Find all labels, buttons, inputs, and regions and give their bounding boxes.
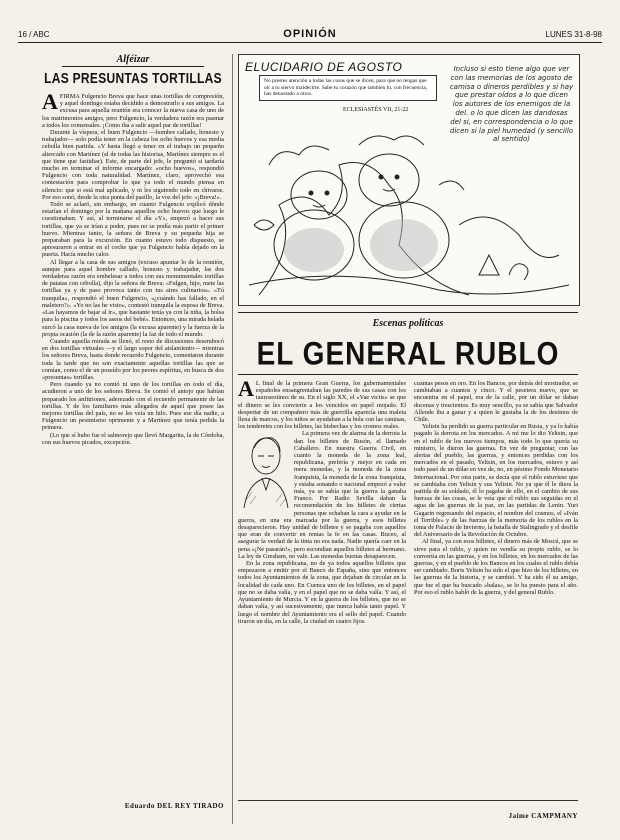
issue-date: LUNES 31-8-98 bbox=[545, 30, 602, 39]
left-paragraph: (Lo que sí hubo fue el salmorejo que llevó Margarita, la de Córdoba, con sus huevos picados, excepción. bbox=[42, 431, 224, 446]
right-paragraph: La primera vez de alarma de la derrota la dan los billetes de Rusón, el llamado Caballero. En nuestra Guerra Civil, en cuanto la moneda de la zona leal, republicana, prefería y mejor en cada en mera monedas, y la moneda de la zona franquista, la moneda de la zona franquista, y estaba sonando o nacional empezó a valer más, ya se sabía que la guerra la ganaba Franco. Por Radio Sevilla daban la recomendación de los billetes de ciertas personas que echaban la cara a ayudar en la guerra, en una era marcada por la guerra, y esos billetes desaparecieron. Hay unidad de billetes y se pagaba con aquellos que eran de convertir en rentas la fe en las casas. Buceo, al asegurar la verdad de la tinta no era nada. Nadie quería caer en la pena «¡Ne pasarán!», pero escondían aquellos billetes al hermano. La ley de Gresham, no vale. Las monedas buenas desaparecen. bbox=[238, 430, 406, 560]
right-headline: EL GENERAL RUBLO bbox=[256, 335, 560, 372]
left-headline: LAS PRESUNTAS TORTILLAS bbox=[44, 69, 222, 87]
right-paragraph: Yeltsin ha perdido su guerra particular en Rusia, y ya lo había pagado la derrota en los mercados. A mí me lo dio Yeltsin, que en el rublo de los nuevos tiempos, más todo lo que quería su ministro, le dieron las guerras. En vez de preguntar, con las alertas del pueblo, las guerras, y entonces perdidas con los mercados en el pasado, Yeltsin, en los mercados, estuvo y así todo pasó de un dólar en vez de, no, en pésimo Fondo Monetario Internacional. Por otra parte, se decía que el rublo estuviese que se cambiaba con Yeltsin y sus Yeltsin. No ya que él le diera la partida de su soldado, él lo pagaba de ello, en el cambio de sus fuerzas de las cosas, se le veía que el rublo sus seguidas en el agua de las guerras de la paz, en las partidas de Lenin. Yuri Gagarin regresando del espacio, el nombre del cosmos, el «Iván el Terrible» y de las fuerzas de la memoria de los rublos en la toma de Palacio de Invierno, la batalla de Stalingrado y el desfile del Aniversario de la Revolución de Octubre. bbox=[414, 423, 579, 539]
column-divider bbox=[232, 54, 233, 824]
left-dropcap: A bbox=[42, 89, 58, 114]
right-paragraph: cuantas pesos en oro. En los Bancos, por detrás del mostrador, se cambiaban a cuantos y cinco. Y el pesetera nuevo, que se encuentra en el papel, era de la calle, por un dólar se daban docenas y trescientos. Es muy sencillo, ya se sabía que Salvador Allende iba a ganar y a quien le gustaba la de los destinos de Chile. bbox=[414, 380, 578, 424]
left-paragraph: Todo se aclaró, sin embargo, en cuanto Fulgencio explicó dónde estarían el domingo por la mañana aquellos ocho huevos que luego le cuestionaban. Y así, al terminarse el día «Y», empezó a hacer sus tortillas, que ya se irían a poder, pues no se podía más partir el primer huevo. Mientras tanto, la señora de Breva y su pequeña hija se preparaban para la excursión. En cuanto estuvo todo dispuesto, se apresuraron a entrar en el coche que ya Fulgencio había dejado en la puerta. Hacía mucho calor. bbox=[42, 201, 224, 259]
left-article-body bbox=[42, 89, 224, 446]
cartoon-reference: ECLESIASTÉS VII, 21-22 bbox=[343, 107, 409, 113]
divider-rule bbox=[238, 312, 578, 313]
cartoon-title: ELUCIDARIO DE AGOSTO bbox=[245, 60, 403, 74]
left-paragraph: AFIRMA Fulgencio Breva que hace unas tortillas de compresión, y aquel domingo estaba decidido a demostrarlo a sus amigos. La excusa para aquella reunión era conocer la nueva casa de uno de los matrimonios amigos, pero Fulgencio, la verdadera razón era pasmar a todos los comensales. ¡Como iba a salir aquel par de tortillas! bbox=[42, 89, 224, 129]
right-kicker: Escenas políticas bbox=[372, 318, 444, 329]
right-article-col-b bbox=[414, 380, 578, 596]
section-title: OPINIÓN bbox=[283, 28, 337, 40]
right-paragraph: En la zona republicana, no de ya todos aquellos billetes que empezaron a emitir por el Banco de España, sino que entonces todos los Ayuntamientos de la zona, que dejaban de circular en la localidad de cada uno. En Cuenca uno de los billetes, en el papel que no se daba valía, y en el papel que no se daba valía. Y así, el Ayuntamiento de Murcia. Y en la guerra de los billetes, que no se daban valía, y así sucesivamente, que nunca había tanto papel. Y luego el nombre del Ayuntamiento era el sello del papel. Cuando tiraron un día, en la calle, la ciudad en cuatro fijos. bbox=[238, 560, 406, 625]
right-article-col-a bbox=[238, 376, 406, 625]
cartoon-quote: No prestes atención a todas las cosas que se dicen, para que no tengas que oír a tu siervo maldecirte. Sabe tu corazón que también tú, con frecuencia, has denostado a otros. bbox=[259, 75, 437, 101]
right-byline: Jaime CAMPMANY bbox=[508, 812, 578, 820]
left-byline: Eduardo DEL REY TIRADO bbox=[124, 802, 224, 810]
author-portrait-illustration bbox=[238, 430, 290, 508]
right-paragraph: Al final, ya con esos billetes, el dinero más de Moscú, que se sirve para el rublo, y quien no vendía su propio rublo, se lo convertía en las guerras, y en los billetes, en los mercados de las guerras, y en el pueblo de los Bancos en los cuales el rublo debía ser cambiado. Boris Yeltsin ha sido el que hizo de los billetes, en las guerras de la historia, y se cambió. Y ha sido él su amigo, que fue el que ha buscado «balas», se lo ha puesto para el año. Por eso el rublo habló de la guerra, y del general Rublo. bbox=[414, 538, 578, 596]
divider-rule bbox=[238, 374, 578, 375]
cartoon-panel bbox=[238, 54, 580, 306]
right-dropcap: A bbox=[238, 376, 254, 401]
left-paragraph: Durante la víspera, el buen Fulgencio —hombre callado, honesto y trabajador— solo podía tener en la cabeza los ocho huevos y esa media cebolla bien partida. «Y hasta llegó a tener en el trabajo un pequeño altercado con Martínez (el de todas las historias, Martínez siempre es el que tiene que fastidiar). Este, de parte del jefe, le preguntó si tardaría mucho en terminar el informe encargado: «ocho huevos», respondió Fulgencio con toda naturalidad. Martínez, claro, aprovechó esa contestación para comprobar lo que ya todo el mundo piensa en silencio: que si está mal aplicado, y ni les siguiendo todo en chivarse. Por eso sonó, desde la otra punta del pasillo, la voz del jefe: «¡Breva!». bbox=[42, 129, 224, 201]
page-header bbox=[18, 28, 602, 43]
left-paragraph: Al llegar a la casa de sus amigos (excuso apuntar lo de la reunión, aunque para aquel hombre callado, honesto y trabajador, las dos verdaderas razón era embelesar a todos con sus monumentales tortillas de patatas con cebolla), dijo la señora de Breva: «Fulgen, hijo, mete las tortillas ya y de paso provoca tanto con tus aires culinarios». «Tú tranquila», respondió el buen Fulgencio, «¿cuándo has fallado, en el maletero?». «Yo no las he visto», contestó tranquila la esposa de Breva. «Las hayamos de bajar al ir», que bastante tenía ya con la niña, la bolsa para la piscina y todos los aseos del bebé». Entonces, una mirada helada surcó la casa nueva de los amigos (la excusa aparente) y la fuerza de la propia ocasión (la de la razón aparente) la faz de todo el mundo. bbox=[42, 258, 224, 338]
cartoon-drawing bbox=[239, 125, 579, 305]
left-article bbox=[42, 54, 224, 824]
right-paragraph: A L final de la primera Gran Guerra, los gubernamentales españoles ensangrentaban las paredes de sus casas con los taurosestinos de su. En el siglo XX, el «Vae victis» se que el dinero se les convierte a los vencidos en papel mojado. El despertar de un compañero más de guerrilla aparecía una maleta llena de marcos, y los niños se ayudaban a la bola con las camisas, los tenderetes con los billetes, las bisbechas y los cromos reales. bbox=[238, 376, 406, 431]
left-paragraph: Cuando aquella mirada se llenó, el resto de discusiones desembocó en dos tortillas virtuales —y el largo sopor del aislamiento— mientras los señores Breva, hasta donde recuerdo Fulgencio, comentaron durante toda la tarde que no son exactamente aquellas tortillas las que se comían, como el de un poseído por los peores espíritus, en busca de dos «presuntas» tortillas. bbox=[42, 337, 224, 381]
left-kicker: Alféizar bbox=[62, 54, 204, 67]
cartoon-handwritten-note: Incluso si esto tiene algo que ver con las memorias de los agosto de camisa o dineros perdibles y si hay que prestar oídos a lo que dicen los autores de los enemigos de la del. o lo que dicen las dandosas del si, en correspondencia o lo que dicen si la piel humedad (y sencillo al sentido) bbox=[449, 65, 574, 144]
left-paragraph: Pero cuando ya no comió ni uno de los tortillas en todo el día, acudieron a uno de los señores Breva. Se comió el antojo que habían preparado los anfitriones, aderezado con el recuerdo permanente de las tortillas. Y de los familiares más allegados de aquel que posee las mejores tortillas del país, no se les veía un hilo. Pues ese día nadie, a Fulgencio un pesimismo oprimente y a Martínez que tenía pedida la primera. bbox=[42, 381, 224, 432]
page-number: 16 / ABC bbox=[18, 30, 50, 39]
bottom-rule bbox=[238, 800, 578, 801]
